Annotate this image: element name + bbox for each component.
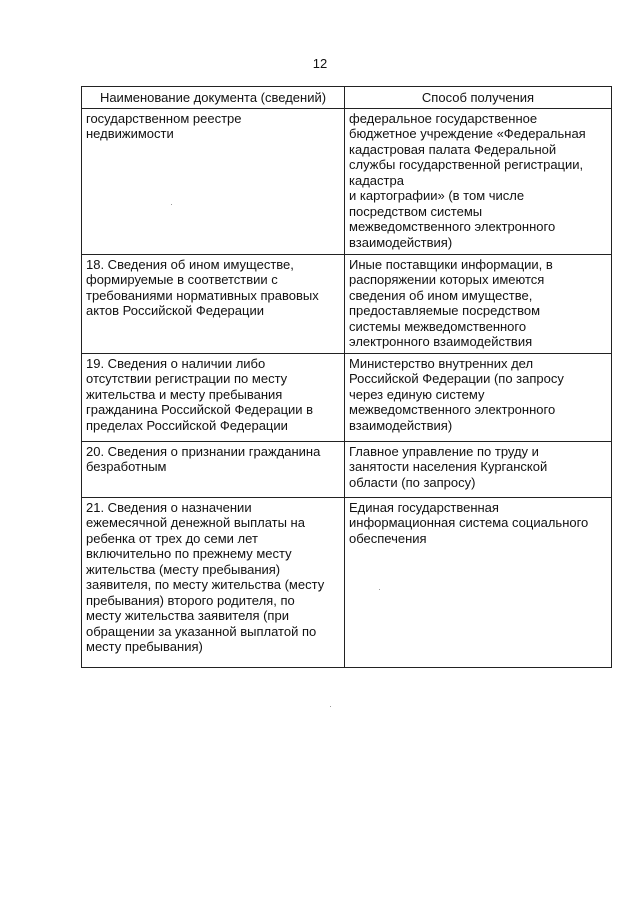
page-number: 12 [312,56,328,71]
document-cell: 20. Сведения о признании гражданина безработным [82,441,345,497]
method-cell: Министерство внутренних дел Российской Федерации (по запросу через единую систему межведомственного электронного взаимодействия) [345,353,612,441]
table-row [82,497,612,667]
document-cell: государственном реестре недвижимости [82,108,345,254]
method-cell: федеральное государственное бюджетное учреждение «Федеральная кадастровая палата Федеральной службы государственной регистрации, кадастра и картографии» (в том числе посредством системы межведомственного электронного взаимодействия) [345,108,612,254]
document-cell: 18. Сведения об ином имуществе, формируемые в соответствии с требованиями нормативных правовых актов Российской Федерации [82,254,345,353]
method-cell: Главное управление по труду и занятости населения Курганской области (по запросу) [345,441,612,497]
table-row [82,108,612,254]
scan-speck [330,706,331,707]
table-row [82,254,612,353]
scan-speck [171,204,172,205]
documents-table [81,86,612,668]
method-cell: Единая государственная информационная система социального обеспечения [345,497,612,667]
method-cell: Иные поставщики информации, в распоряжении которых имеются сведения об ином имуществе, предоставляемые посредством системы межведомственного электронного взаимодействия [345,254,612,353]
table-header-row [82,87,612,109]
document-cell: 19. Сведения о наличии либо отсутствии регистрации по месту жительства и месту пребывания гражданина Российской Федерации в пределах Российской Федерации [82,353,345,441]
header-method: Способ получения [345,87,612,109]
document-cell: 21. Сведения о назначении ежемесячной денежной выплаты на ребенка от трех до семи лет включительно по прежнему месту жительства (месту пребывания) заявителя, по месту жительства (месту пребывания) второго родителя, по месту жительства заявителя (при обращении за указанной выплатой по месту пребывания) [82,497,345,667]
table-row [82,353,612,441]
header-document-name: Наименование документа (сведений) [82,87,345,109]
scan-speck [379,589,380,590]
table-row [82,441,612,497]
